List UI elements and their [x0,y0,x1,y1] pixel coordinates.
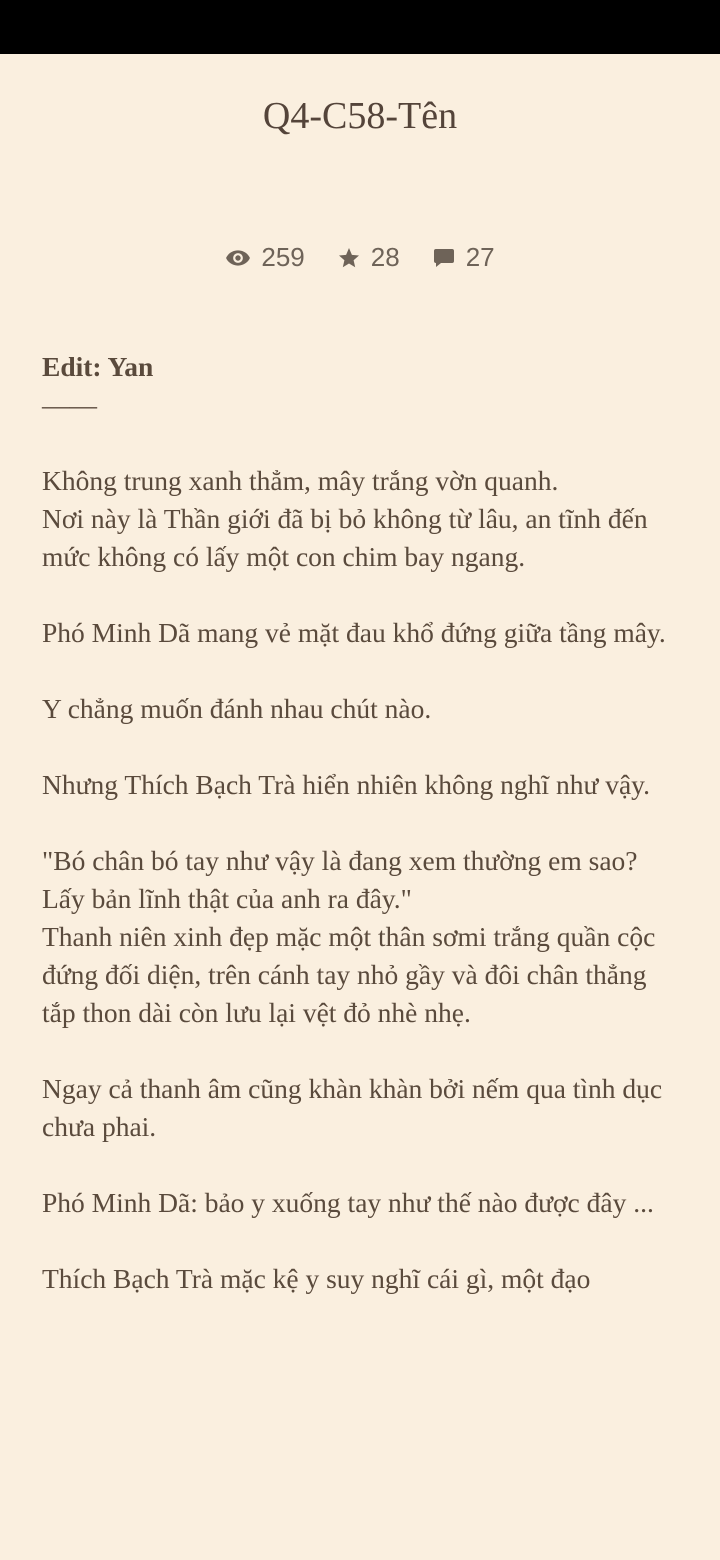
star-icon [337,246,361,270]
views-stat [225,242,304,273]
comments-count: 27 [465,242,495,272]
stars-stat [337,242,400,273]
paragraph: Y chẳng muốn đánh nhau chút nào. [42,693,432,724]
stars-count: 28 [370,242,400,272]
chapter-title: Q4-C58-Tên [262,95,458,137]
chapter-stats [0,242,720,273]
views-count: 259 [261,242,305,272]
chapter-content [42,348,678,1336]
paragraph: "Bó chân bó tay như vậy là đang xem thường em sao? Lấy bản lĩnh thật của anh ra đây." Thanh niên xinh đẹp mặc một thân sơmi trắng quần cộc đứng đối diện, trên cánh tay nhỏ gầy và đôi chân thẳng tắp thon dài còn lưu lại vệt đỏ nhè nhẹ. [42,845,656,1028]
paragraph: Không trung xanh thẳm, mây trắng vờn quanh. Nơi này là Thần giới đã bị bỏ không từ lâu, an tĩnh đến mức không có lấy một con chim bay ngang. [42,465,648,572]
paragraph: Phó Minh Dã mang vẻ mặt đau khổ đứng giữa tầng mây. [42,617,666,648]
divider-line: —— [42,389,97,420]
paragraph: Ngay cả thanh âm cũng khàn khàn bởi nếm qua tình dục chưa phai. [42,1073,663,1142]
eye-icon [225,245,251,271]
comment-icon [432,246,456,270]
paragraph: Nhưng Thích Bạch Trà hiển nhiên không nghĩ như vậy. [42,769,651,800]
paragraph: Phó Minh Dã: bảo y xuống tay như thế nào được đây ... [42,1187,654,1218]
comments-stat [432,242,495,273]
editor-credit: Edit: Yan [42,351,154,382]
status-bar [0,0,720,54]
paragraph: Thích Bạch Trà mặc kệ y suy nghĩ cái gì, một đạo [42,1263,591,1294]
